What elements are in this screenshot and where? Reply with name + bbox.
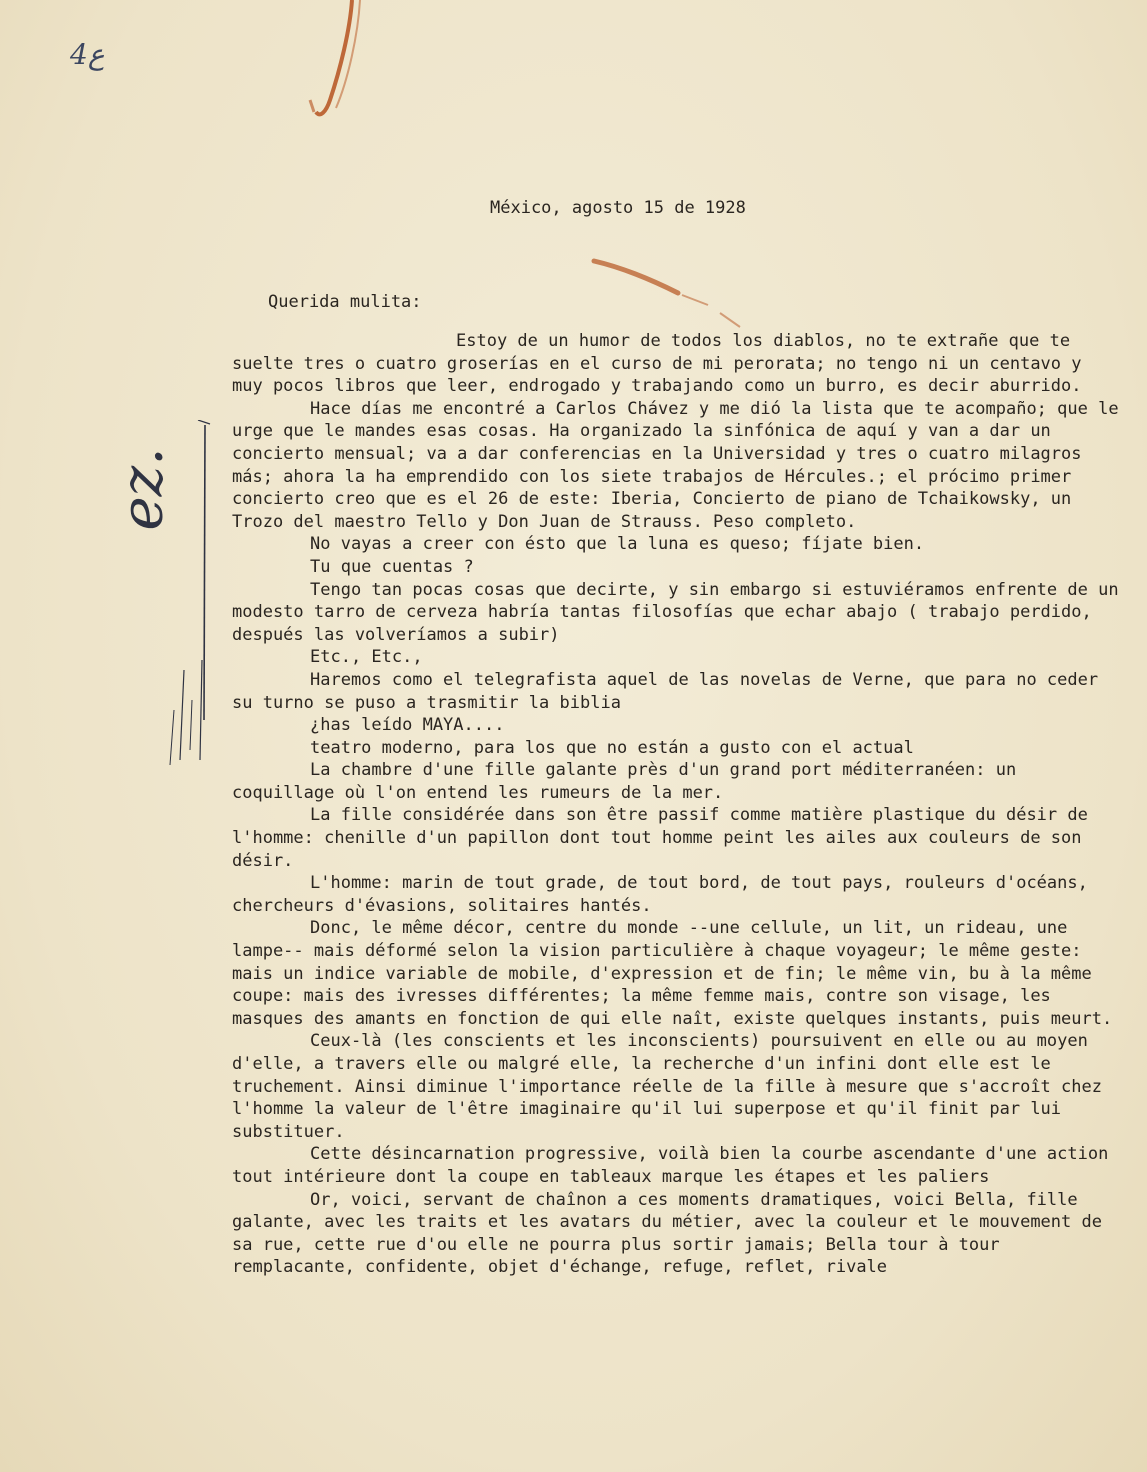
paragraph: Haremos como el telegrafista aquel de las novelas de Verne, que para no ceder su turno se puso a trasmitir la biblia (232, 669, 1109, 713)
paragraph: Estoy de un humor de todos los diablos, no te extrañe que te suelte tres o cuatro groserías en el curso de mi perorata; no tengo ni un centavo y muy pocos libros que leer, endrogado y trabajando como un burro, es decir aburrido. (232, 331, 1092, 397)
paperclip-rust-stain (290, 0, 410, 130)
handwritten-annotation: 4ع (70, 38, 105, 71)
paragraph: Donc, le même décor, centre du monde --une cellule, un lit, un rideau, une lampe-- mais déformé selon la vision particulière à chaque voyageur; le même geste: mais un indice variable de mobile, d'expression et de fin; le même vin, bu à la même coupe: mais des ivresses différentes; la même femme mais, contre son visage, les masques des amants en fonction de qui elle naît, existe quelques instants, puis meurt. (232, 918, 1113, 1029)
letter-date: México, agosto 15 de 1928 (490, 198, 746, 218)
paragraph: La fille considérée dans son être passif comme matière plastique du désir de l'homme: chenille d'un papillon dont tout homme peint les ailes aux couleurs de son désir. (232, 805, 1099, 871)
paragraph: ¿has leído MAYA.... (310, 715, 505, 736)
paragraph: Etc., Etc., (310, 647, 423, 668)
paragraph: Hace días me encontré a Carlos Chávez y me dió la lista que te acompaño; que le urge que le mandes esas cosas. Ha organizado la sinfónica de aquí y van a dar un concierto mensual; va a dar conferencias en la Universidad y tres o cuatro milagros más; ahora la ha emprendido con los siete trabajos de Hércules.; el prócimo primer concierto creo que es el 26 de este: Iberia, Concierto de piano de Tchaikowsky, un Trozo del maestro Tello y Don Juan de Strauss. Peso completo. (232, 398, 1129, 532)
rust-stain (590, 255, 750, 335)
paragraph: Or, voici, servant de chaînon a ces moments dramatiques, voici Bella, fille galante, avec les traits et les avatars du métier, avec la couleur et le mouvement de sa rue, cette rue d'ou elle ne pourra plus sortir jamais; Bella tour à tour remplacante, confidente, objet d'échange, refuge, reflet, rivale (232, 1189, 1113, 1278)
letter-body (232, 330, 1129, 1279)
salutation: Querida mulita: (268, 292, 422, 312)
paragraph: teatro moderno, para los que no están a gusto con el actual (310, 737, 914, 758)
paragraph: Tu que cuentas ? (310, 556, 474, 577)
margin-pencil-lines (160, 420, 220, 780)
paragraph: Ceux-là (les conscients et les inconscients) poursuivent en elle ou au moyen d'elle, a travers elle ou malgré elle, la recherche d'un infini dont elle est le truchement. Ainsi diminue l'importance réelle de la fille à mesure que s'accroît chez l'homme la valeur de l'être imaginaire qu'il lui superpose et qu'il finit par lui substituer. (232, 1031, 1113, 1142)
margin-pencil-note: ez. (107, 447, 176, 531)
paragraph: L'homme: marin de tout grade, de tout bord, de tout pays, rouleurs d'océans, chercheurs d'évasions, solitaires hantés. (232, 873, 1099, 916)
paragraph: No vayas a creer con ésto que la luna es queso; fíjate bien. (310, 534, 925, 555)
paragraph: Tengo tan pocas cosas que decirte, y sin embargo si estuviéramos enfrente de un modesto tarro de cerveza habría tantas filosofías que echar abajo ( trabajo perdido, después las volveríamos a subir) (232, 579, 1129, 645)
paragraph: Cette désincarnation progressive, voilà bien la courbe ascendante d'une action tout intérieure dont la coupe en tableaux marque les étapes et les paliers (232, 1144, 1119, 1187)
paragraph: La chambre d'une fille galante près d'un grand port méditerranéen: un coquillage où l'on entend les rumeurs de la mer. (232, 760, 1027, 803)
